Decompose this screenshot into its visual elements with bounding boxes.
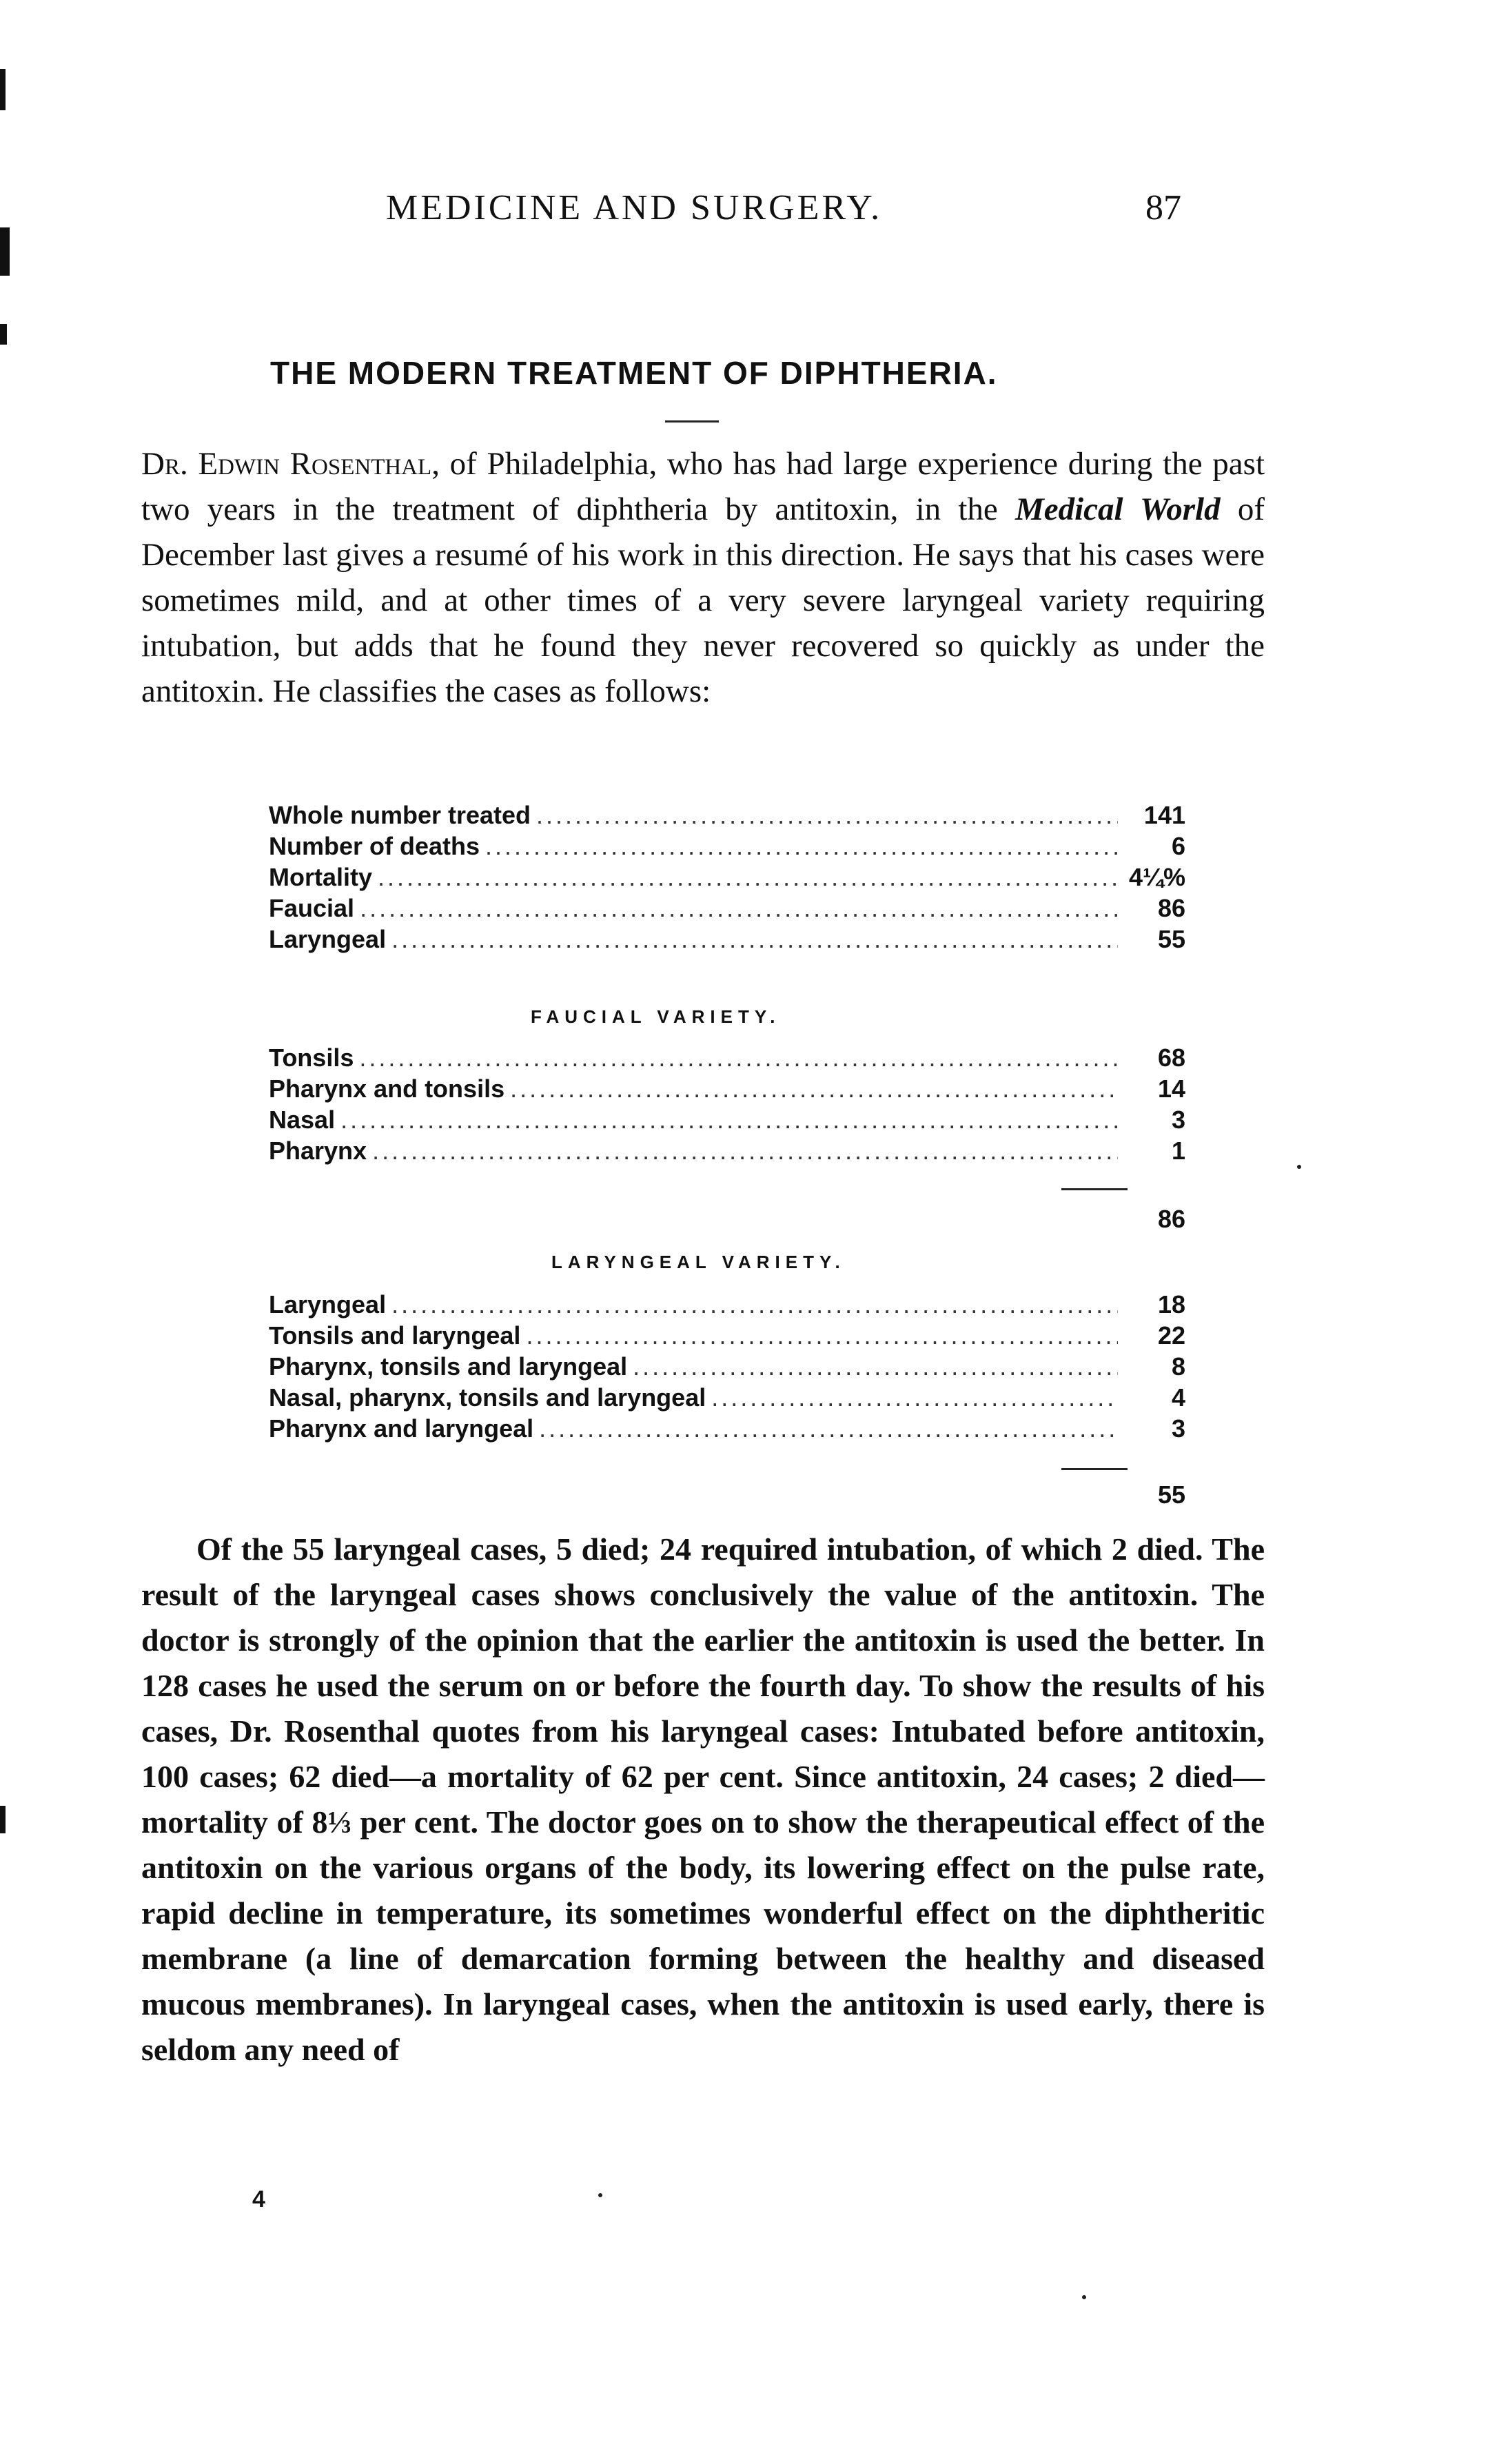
scan-edge-mark [0, 324, 7, 345]
dot-leader [526, 1320, 1118, 1351]
row-value: 6 [1171, 832, 1185, 860]
dot-leader [378, 862, 1118, 893]
row-label: Whole number treated [269, 801, 531, 829]
row-label: Pharynx [269, 1137, 367, 1165]
dot-leader [633, 1351, 1118, 1382]
row-value: 68 [1157, 1043, 1185, 1072]
table-row [269, 893, 1185, 924]
scan-speck [598, 2193, 602, 2197]
row-label: Laryngeal [269, 925, 387, 953]
intro-text-a: , of Philadelphia, who has had large experience during the past two years in the treatment of diphtheria by antitoxin, in the [141, 446, 1265, 527]
row-label: Tonsils and laryngeal [269, 1321, 521, 1350]
table-row [269, 924, 1185, 955]
table-row [269, 1351, 1185, 1382]
body-paragraph: Of the 55 laryngeal cases, 5 died; 24 required intubation, of which 2 died. The result of the laryngeal cases shows conclusively the value of the antitoxin. The doctor is strongly of the opinion that the earlier the antitoxin is used the better. In 128 cases he used the serum on or before the fourth day. To show the results of his cases, Dr. Rosenthal quotes from his laryngeal cases: Intubated before antitoxin, 100 cases; 62 died—a mortality of 62 per cent. Since antitoxin, 24 cases; 2 died—mortality of 8⅓ per cent. The doctor goes on to show the therapeutical effect of the antitoxin on the various organs of the body, its lowering effect on the pulse rate, rapid decline in temperature, its sometimes wonderful effect on the diphtheritic membrane (a line of demarcation forming between the healthy and diseased mucous membranes). In laryngeal cases, when the antitoxin is used early, there is seldom any need of [141, 1531, 1265, 2067]
faucial-heading: FAUCIAL VARIETY. [531, 1006, 781, 1027]
dot-leader [391, 924, 1118, 955]
article-title: THE MODERN TREATMENT OF DIPHTHERIA. [270, 355, 998, 391]
row-label: Tonsils [269, 1043, 354, 1072]
row-value: 4¼% [1128, 863, 1185, 891]
laryngeal-total: 55 [1157, 1480, 1185, 1509]
sum-rule [1061, 1188, 1128, 1190]
author-name: Dr. Edwin Rosenthal [141, 446, 432, 482]
row-value: 22 [1157, 1321, 1185, 1350]
dot-leader [711, 1382, 1118, 1413]
intro-text-b: of December last gives a resumé of his work in this direction. He says that his cases were sometimes mild, and at other times of a very severe laryngeal variety requiring intubation, but adds that he found they never recovered so quickly as under the antitoxin. He classifies the cases as follows: [141, 491, 1265, 709]
dot-leader [485, 831, 1118, 862]
table-row [269, 1042, 1185, 1073]
dot-leader [510, 1073, 1118, 1104]
dot-leader [340, 1104, 1118, 1135]
row-label: Nasal [269, 1106, 336, 1134]
dot-leader [536, 800, 1118, 831]
row-value: 8 [1171, 1352, 1185, 1381]
title-rule [665, 420, 719, 422]
row-value: 86 [1157, 894, 1185, 922]
table-row [269, 831, 1185, 862]
dot-leader [360, 893, 1118, 924]
table-row [269, 1073, 1185, 1104]
row-label: Laryngeal [269, 1290, 387, 1318]
table-row [269, 862, 1185, 893]
row-label: Pharynx and tonsils [269, 1075, 505, 1103]
row-value: 55 [1157, 925, 1185, 953]
dot-leader [391, 1289, 1118, 1320]
row-value: 1 [1171, 1137, 1185, 1165]
table-row [269, 1289, 1185, 1320]
sum-rule [1061, 1468, 1128, 1470]
row-label: Nasal, pharynx, tonsils and laryngeal [269, 1383, 706, 1412]
row-value: 3 [1171, 1414, 1185, 1443]
row-label: Number of deaths [269, 832, 480, 860]
table-row [269, 1104, 1185, 1135]
row-label: Pharynx and laryngeal [269, 1414, 534, 1443]
table-row [269, 1135, 1185, 1166]
table-row [269, 1413, 1185, 1444]
table-row [269, 1382, 1185, 1413]
table-row [269, 800, 1185, 831]
running-head: MEDICINE AND SURGERY. [386, 188, 883, 227]
faucial-total: 86 [1157, 1205, 1185, 1233]
row-value: 18 [1157, 1290, 1185, 1318]
table-row [269, 1320, 1185, 1351]
laryngeal-heading: LARYNGEAL VARIETY. [551, 1252, 846, 1272]
dot-leader [372, 1135, 1118, 1166]
signature-mark: 4 [252, 2186, 265, 2212]
row-value: 141 [1143, 801, 1185, 829]
summary-table [269, 800, 1185, 955]
row-label: Faucial [269, 894, 355, 922]
scan-speck [1082, 2295, 1086, 2299]
scan-speck [1297, 1165, 1301, 1169]
faucial-table [269, 1042, 1185, 1166]
scan-edge-mark [0, 227, 10, 276]
row-value: 3 [1171, 1106, 1185, 1134]
journal-name: Medical World [1014, 491, 1221, 527]
page-number: 87 [1145, 188, 1181, 227]
row-value: 14 [1157, 1075, 1185, 1103]
row-label: Pharynx, tonsils and laryngeal [269, 1352, 628, 1381]
scan-edge-mark [0, 1806, 6, 1833]
row-label: Mortality [269, 863, 373, 891]
dot-leader [359, 1042, 1118, 1073]
intro-paragraph [141, 441, 1265, 714]
laryngeal-table [269, 1289, 1185, 1444]
dot-leader [539, 1413, 1118, 1444]
row-value: 4 [1171, 1383, 1185, 1412]
scan-edge-mark [0, 69, 6, 110]
